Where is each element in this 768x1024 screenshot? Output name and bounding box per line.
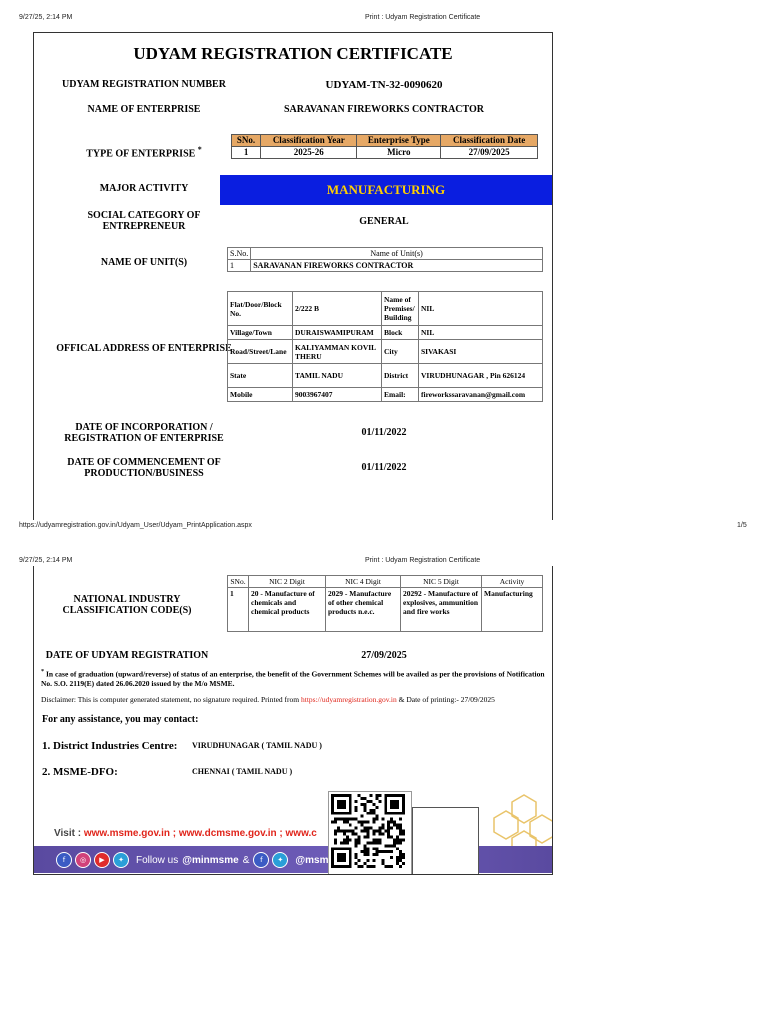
- col-ent-type: Enterprise Type: [357, 135, 441, 147]
- print-timestamp-2: 9/27/25, 2:14 PM: [19, 557, 73, 564]
- col-class-year: Classification Year: [261, 135, 357, 147]
- col-class-date: Classification Date: [441, 135, 538, 147]
- certificate-title: UDYAM REGISTRATION CERTIFICATE: [133, 44, 453, 63]
- print-title-2: Print : Udyam Registration Certificate: [365, 557, 481, 564]
- follow-bar: f ◎ ▶ ✦ Follow us @minmsme & f ✦ @msm: [34, 846, 552, 873]
- commencement-label: DATE OF COMMENCEMENT OF PRODUCTION/BUSINESS: [67, 457, 221, 479]
- classification-table: [231, 134, 538, 159]
- dic-value: VIRUDHUNAGAR ( TAMIL NADU ): [192, 741, 322, 750]
- youtube-icon[interactable]: ▶: [94, 852, 110, 868]
- certificate-page-1: [33, 32, 553, 520]
- major-activity-label: MAJOR ACTIVITY: [99, 183, 189, 194]
- disclaimer-link[interactable]: https://udyamregistration.gov.in: [301, 695, 397, 704]
- print-timestamp: 9/27/25, 2:14 PM: [19, 14, 73, 21]
- assistance-heading: For any assistance, you may contact:: [42, 714, 199, 725]
- twitter-icon-2[interactable]: ✦: [272, 852, 288, 868]
- photo-box: [412, 807, 479, 875]
- nic-label: NATIONAL INDUSTRY CLASSIFICATION CODE(S): [62, 594, 192, 616]
- units-table: S.No. Name of Unit(s) 1 SARAVANAN FIREWORKS CONTRACTOR: [227, 247, 543, 272]
- facebook-icon[interactable]: f: [56, 852, 72, 868]
- follow-handle[interactable]: @minmsme: [182, 854, 239, 866]
- table-row: 1 20 - Manufacture of chemicals and chemical products 2029 - Manufacture of other chemical products n.e.c. 20292 - Manufacture of explosives, ammunition and fire works Manufacturing: [228, 588, 543, 632]
- units-label: NAME OF UNIT(S): [100, 257, 188, 268]
- social-category-label: SOCIAL CATEGORY OF ENTREPRENEUR: [87, 210, 201, 232]
- table-row: 1 2025-26 Micro 27/09/2025: [232, 147, 538, 159]
- address-label: OFFICAL ADDRESS OF ENTERPRISE: [56, 343, 232, 354]
- footnote: * In case of graduation (upward/reverse) of status of an enterprise, the benefit of the Government Schemes will be availed as per the provisions of Notification No. S.O. 2119(E) dated 26.06.2020 issued by the M/o MSME.: [41, 668, 545, 688]
- dic-label: 1. District Industries Centre:: [42, 740, 178, 752]
- msme-label: 2. MSME-DFO:: [42, 766, 118, 778]
- disclaimer: Disclaimer: This is computer generated statement, no signature required. Printed from https://udyamregistration.gov.in & Date of printing:- 27/09/2025: [41, 695, 495, 704]
- major-activity: MANUFACTURING: [220, 175, 552, 205]
- msme-value: CHENNAI ( TAMIL NADU ): [192, 767, 293, 776]
- address-table: Flat/Door/Block No. 2/222 B Name of Premises/ Building NIL Village/Town DURAISWAMIPURAM Block NIL Road/Street/Lane KALIYAMMAN KOVIL THERU City SIVAKASI State TAMIL NADU District VIRUDHUNAGAR , Pin 626124 Mobile 9003967407 Email: fireworkssaravanan@gmail.com: [227, 291, 543, 402]
- reg-number-label: UDYAM REGISTRATION NUMBER: [62, 79, 226, 90]
- incorporation-label: DATE OF INCORPORATION / REGISTRATION OF ENTERPRISE: [64, 422, 224, 444]
- commencement-date: 01/11/2022: [361, 462, 407, 473]
- certificate-page-2: [33, 566, 553, 875]
- enterprise-name: SARAVANAN FIREWORKS CONTRACTOR: [283, 104, 485, 115]
- page-number: 1/5: [737, 522, 747, 529]
- table-row: 1 SARAVANAN FIREWORKS CONTRACTOR: [228, 260, 543, 272]
- print-url: https://udyamregistration.gov.in/Udyam_User/Udyam_PrintApplication.aspx: [19, 522, 252, 529]
- udyam-date: 27/09/2025: [361, 650, 407, 661]
- enterprise-name-label: NAME OF ENTERPRISE: [87, 104, 201, 115]
- visit-line: Visit : www.msme.gov.in ; www.dcmsme.gov.in ; www.c: [54, 828, 317, 839]
- nic-table: SNo. NIC 2 Digit NIC 4 Digit NIC 5 Digit Activity 1 20 - Manufacture of chemicals and chemical products 2029 - Manufacture of other chemical products n.e.c. 20292 - Manufacture of explosives, ammunition and fire works Manufacturing: [227, 575, 543, 632]
- instagram-icon[interactable]: ◎: [75, 852, 91, 868]
- incorporation-date: 01/11/2022: [361, 427, 407, 438]
- twitter-icon[interactable]: ✦: [113, 852, 129, 868]
- type-label: TYPE OF ENTERPRISE *: [86, 145, 202, 160]
- qr-code: [328, 791, 412, 875]
- follow-handle-2[interactable]: @msm: [295, 854, 329, 866]
- print-title: Print : Udyam Registration Certificate: [365, 14, 481, 21]
- social-category: GENERAL: [359, 216, 409, 227]
- facebook-icon-2[interactable]: f: [253, 852, 269, 868]
- col-sno: SNo.: [232, 135, 261, 147]
- udyam-date-label: DATE OF UDYAM REGISTRATION: [45, 650, 209, 661]
- visit-links[interactable]: www.msme.gov.in ; www.dcmsme.gov.in ; www.c: [83, 828, 317, 839]
- reg-number: UDYAM-TN-32-0090620: [325, 79, 443, 91]
